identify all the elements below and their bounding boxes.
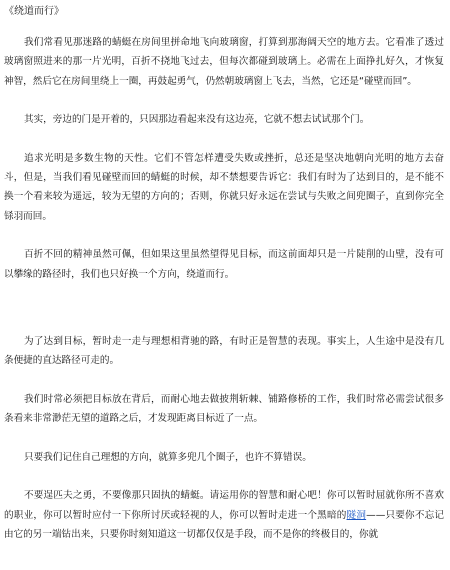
tunnel-link[interactable]: 隧洞 (346, 509, 367, 521)
paragraph-3: 追求光明是多数生物的天性。它们不管怎样遭受失败或挫折，总还是坚决地朝向光明的地方去奋斗，但是，当我们看见碰壁而回的蜻蜓的时候，却不禁想要告诉它：我们有时为了达到目的，是不能不换一个看来较为遥远，较为无望的方向的；否则，你就只好永远在尝试与失败之间兜圈子，直到你完全铩羽而回。 (4, 152, 444, 222)
paragraph-7: 只要我们记住自己理想的方向，就算多兜几个圈子，也许不算错误。 (24, 451, 312, 463)
article-title: 《绕道而行》 (4, 6, 64, 17)
paragraph-8 (4, 486, 444, 544)
paragraph-8-text-start: 不要逞匹夫之勇，不要像那只固执的蜻蜓。请运用你的智慧和耐心吧！你可以暂时屈就你所不喜欢的职业，你可以暂时应付一下你所讨厌或轻视的人，你可以暂时走进一个黑暗的 (4, 490, 444, 521)
paragraph-8-text-end: ——只要你不忘记由它的另一端钻出来，只要你时刻知道这一切都仅仅是手段，而不是你的终极目的，你就 (4, 509, 445, 540)
paragraph-2: 其实，旁边的门是开着的，只因那边看起来没有这边亮，它就不想去试试那个门。 (24, 114, 370, 126)
paragraph-4: 百折不回的精神虽然可佩，但如果这里虽然望得见目标，而这前面却只是一片陡削的山壁，没有可以攀缘的路径时，我们也只好换一个方向，绕道而行。 (4, 249, 444, 280)
paragraph-1: 我们常看见那迷路的蜻蜓在房间里拼命地飞向玻璃窗，打算到那海阔天空的地方去。它看准了透过玻璃窗照进来的那一片光明，百折不挠地飞过去，但每次都碰到玻璃上。必需在上面挣扎好久，才恢复神智，然后它在房间里绕上一圈，再鼓起勇气，仍然朝玻璃窗上飞去，当然，它还是“碰壁而回”。 (4, 37, 444, 87)
paragraph-5: 为了达到目标，暂时走一走与理想相背驰的路，有时正是智慧的表现。事实上，人生途中是没有几条便捷的直达路径可走的。 (4, 336, 444, 367)
paragraph-6: 我们时常必须把目标放在背后，而耐心地去做披荆斩棘、铺路修桥的工作，我们时常必需尝试很多条看来非常渺茫无望的道路之后，才发现距离目标近了一点。 (4, 393, 444, 425)
